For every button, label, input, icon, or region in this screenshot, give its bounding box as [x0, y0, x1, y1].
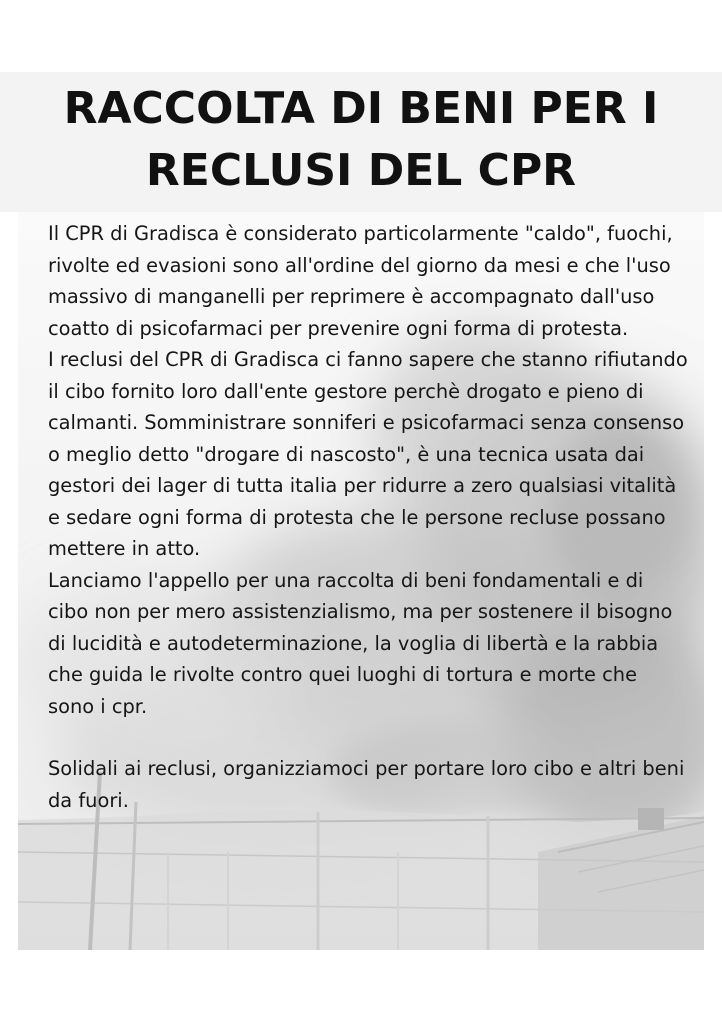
title-line-1: RACCOLTA DI BENI PER I [63, 83, 659, 134]
poster-body [48, 218, 688, 816]
title-line-2: RECLUSI DEL CPR [145, 145, 577, 196]
body-paragraph-3: Lanciamo l'appello per una raccolta di beni fondamentali e di cibo non per mero assistenzialismo, ma per sostenere il bisogno di lucidità e autodeterminazione, la voglia di libertà e la rabbia che guida le rivolte contro quei luoghi di tortura e morte che sono i cpr. [48, 568, 673, 718]
poster-title [0, 78, 722, 202]
body-paragraph-1: Il CPR di Gradisca è considerato particolarmente "caldo", fuochi, rivolte ed evasioni sono all'ordine del giorno da mesi e che l'uso massivo di manganelli per reprimere è accompagnato dall'uso coatto di psicofarmaci per prevenire ogni forma di protesta. [48, 222, 673, 340]
body-paragraph-2: I reclusi del CPR di Gradisca ci fanno sapere che stanno rifiutando il cibo fornito loro dall'ente gestore perchè drogato e pieno di calmanti. Somministrare sonniferi e psicofarmaci senza consenso o meglio detto "drogare di nascosto", è una tecnica usata dai gestori dei lager di tutta italia per ridurre a zero qualsiasi vitalità e sedare ogni forma di protesta che le persone recluse possano mettere in atto. [48, 348, 688, 560]
paragraph-spacer [48, 722, 688, 753]
closing-paragraph: Solidali ai reclusi, organizziamoci per portare loro cibo e altri beni da fuori. [48, 757, 685, 812]
